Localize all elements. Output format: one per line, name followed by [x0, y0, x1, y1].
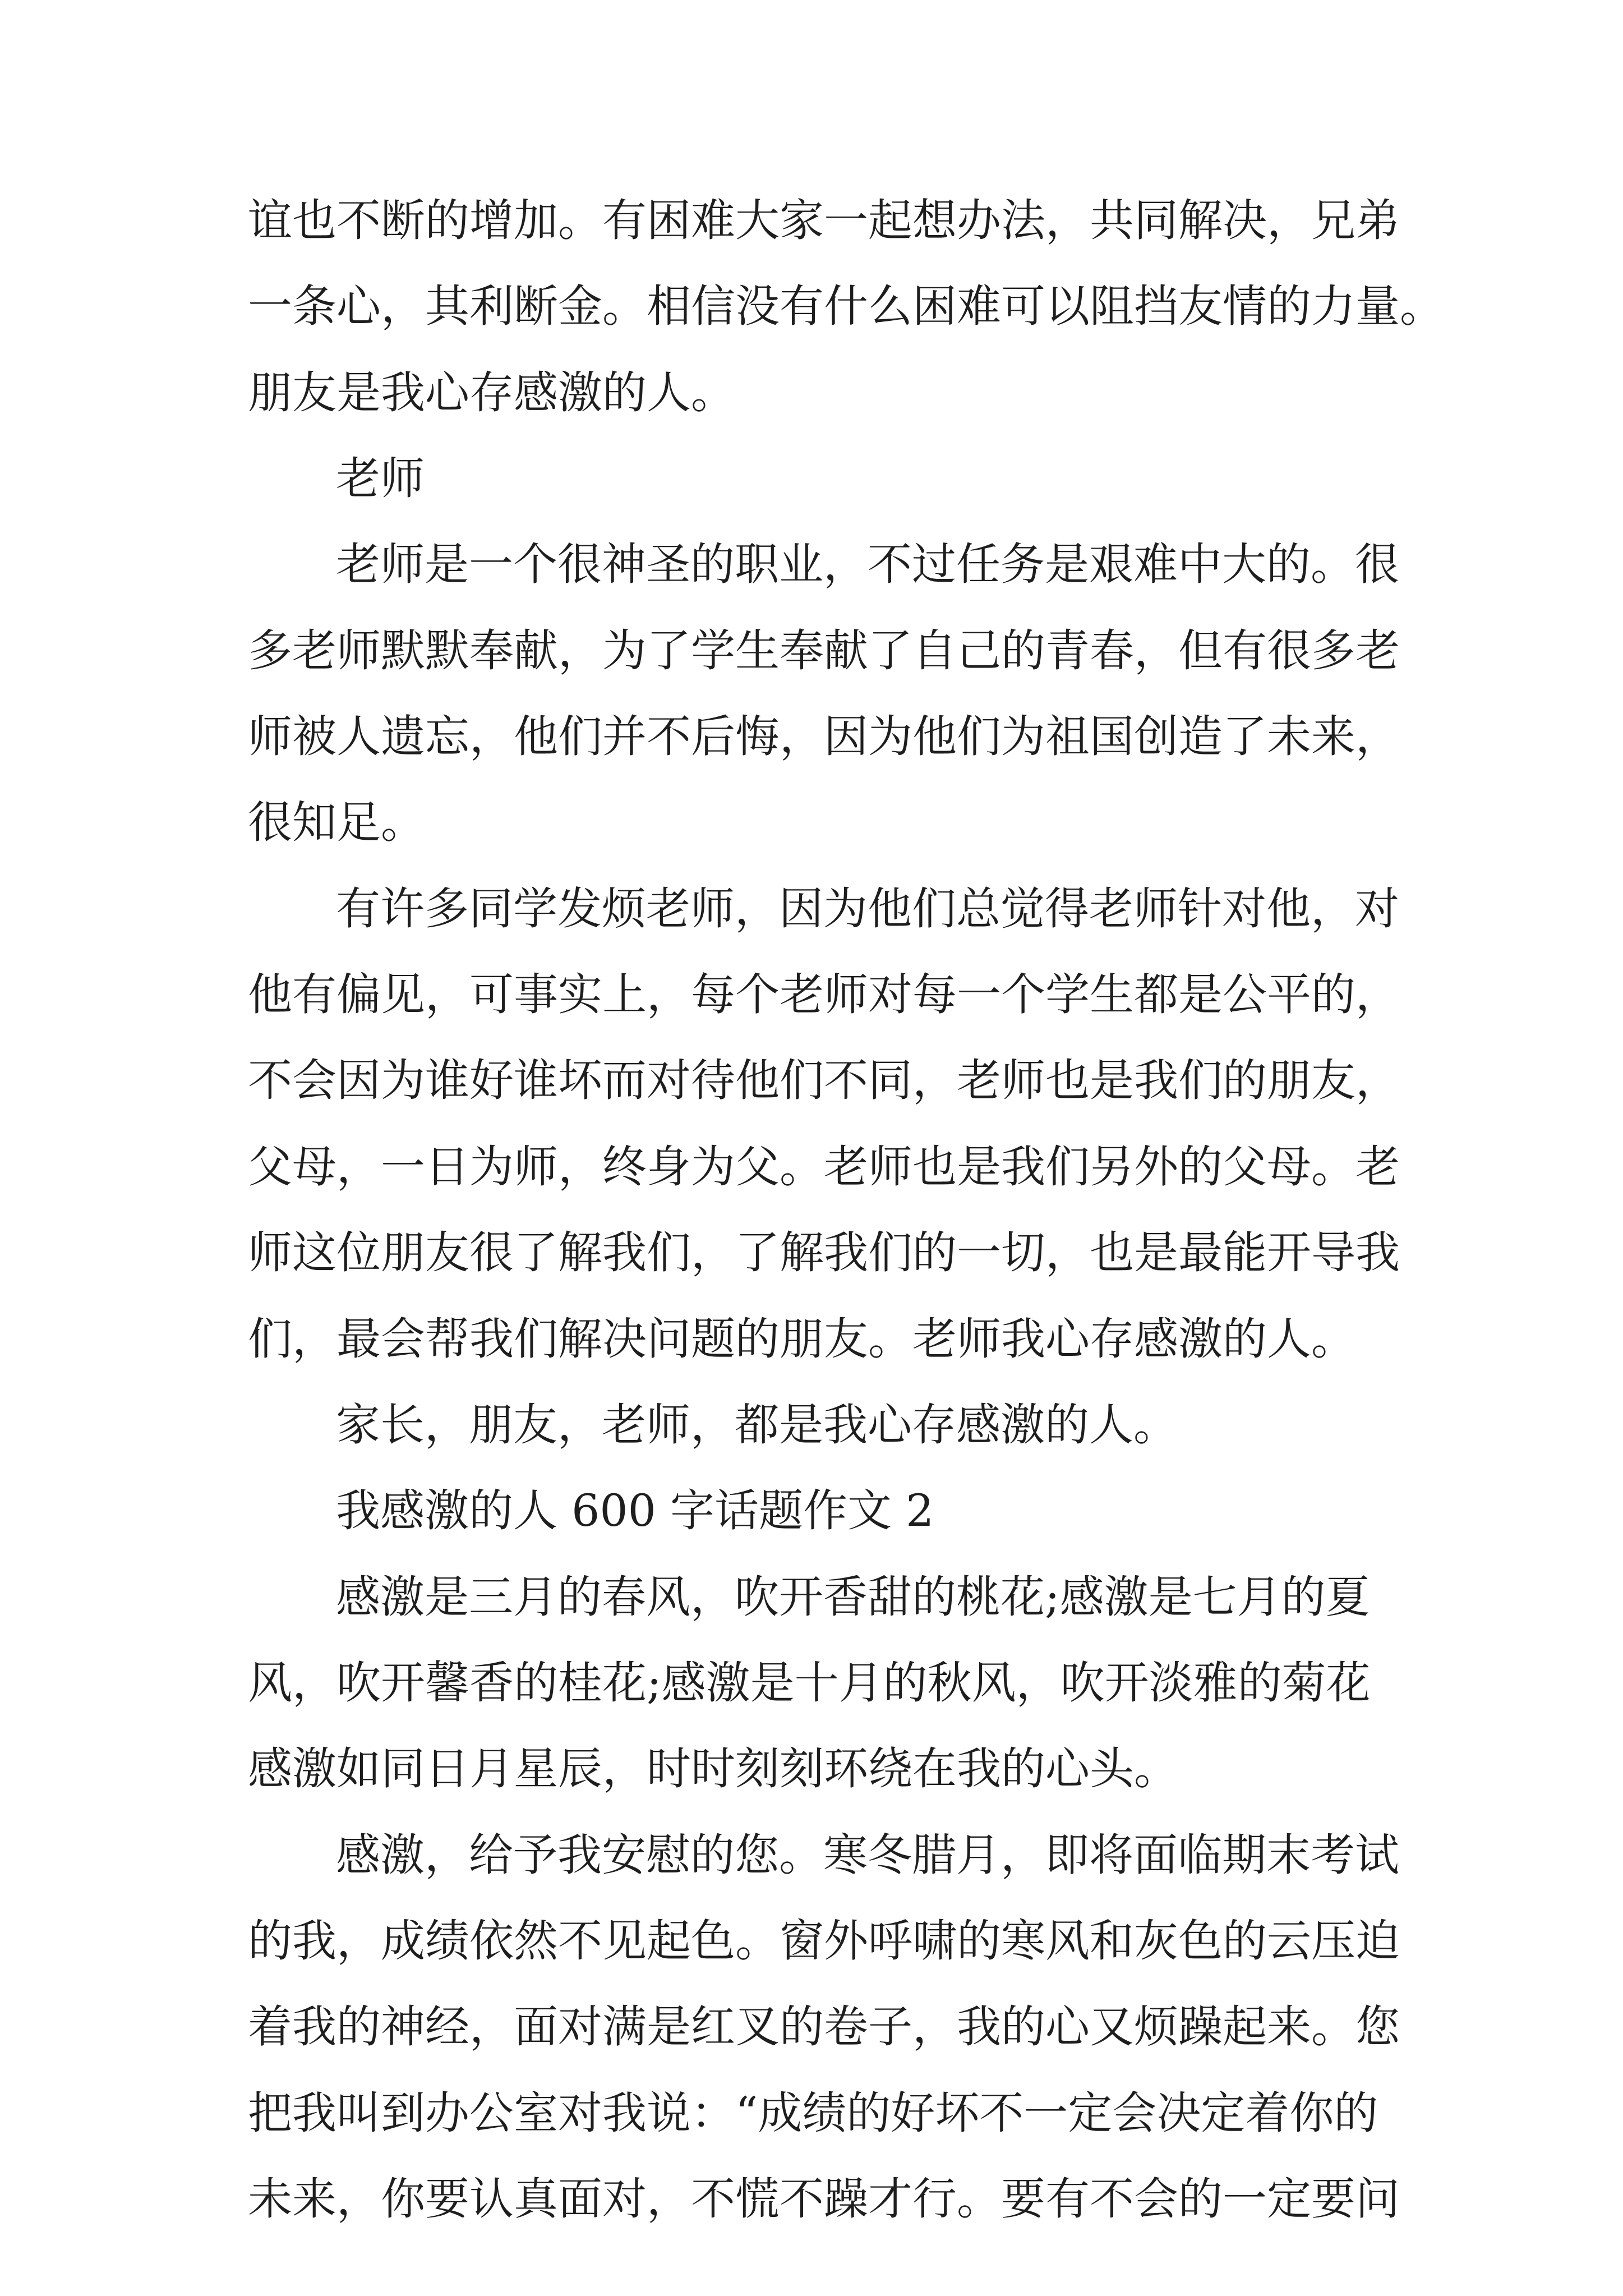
text-line-24: 未来，你要认真面对，不慌不躁才行。要有不会的一定要问	[248, 2173, 1400, 2225]
text-line-2: 一条心，其利断金。相信没有什么困难可以阻挡友情的力量。	[248, 280, 1444, 332]
text-line-6: 多老师默默奉献，为了学生奉献了自己的青春，但有很多老	[248, 625, 1400, 677]
text-line-11: 不会因为谁好谁坏而对待他们不同，老师也是我们的朋友，	[248, 1055, 1400, 1106]
text-line-14: 们，最会帮我们解决问题的朋友。老师我心存感激的人。	[248, 1313, 1355, 1365]
text-line-19: 感激如同日月星辰，时时刻刻环绕在我的心头。	[248, 1743, 1178, 1795]
text-line-5: 老师是一个很神圣的职业，不过任务是艰难中大的。很	[336, 539, 1399, 590]
text-line-3: 朋友是我心存感激的人。	[248, 367, 735, 418]
essay-title: 我感激的人 600 字话题作文 2	[336, 1485, 934, 1536]
text-line-8: 很知足。	[248, 797, 425, 848]
text-line-18: 风，吹开馨香的桂花;感激是十月的秋风，吹开淡雅的菊花	[248, 1657, 1371, 1709]
text-line-13: 师这位朋友很了解我们，了解我们的一切，也是最能开导我	[248, 1227, 1400, 1278]
text-line-20: 感激，给予我安慰的您。寒冬腊月，即将面临期末考试	[336, 1829, 1399, 1881]
text-line-22: 着我的神经，面对满是红叉的卷子，我的心又烦躁起来。您	[248, 2001, 1400, 2053]
text-line-23: 把我叫到办公室对我说：“成绩的好坏不一定会决定着你的	[248, 2087, 1378, 2139]
text-line-17: 感激是三月的春风，吹开香甜的桃花;感激是七月的夏	[336, 1571, 1370, 1623]
text-line-21: 的我，成绩依然不见起色。窗外呼啸的寒风和灰色的云压迫	[248, 1915, 1400, 1967]
text-line-9: 有许多同学发烦老师，因为他们总觉得老师针对他，对	[336, 883, 1399, 935]
section-heading-teacher: 老师	[336, 453, 425, 504]
text-line-7: 师被人遗忘，他们并不后悔，因为他们为祖国创造了未来，	[248, 711, 1400, 762]
text-line-10: 他有偏见，可事实上，每个老师对每一个学生都是公平的，	[248, 969, 1400, 1020]
text-line-15: 家长，朋友，老师，都是我心存感激的人。	[336, 1399, 1178, 1451]
text-line-12: 父母，一日为师，终身为父。老师也是我们另外的父母。老	[248, 1141, 1400, 1193]
text-line-1: 谊也不断的增加。有困难大家一起想办法，共同解决，兄弟	[248, 195, 1400, 246]
